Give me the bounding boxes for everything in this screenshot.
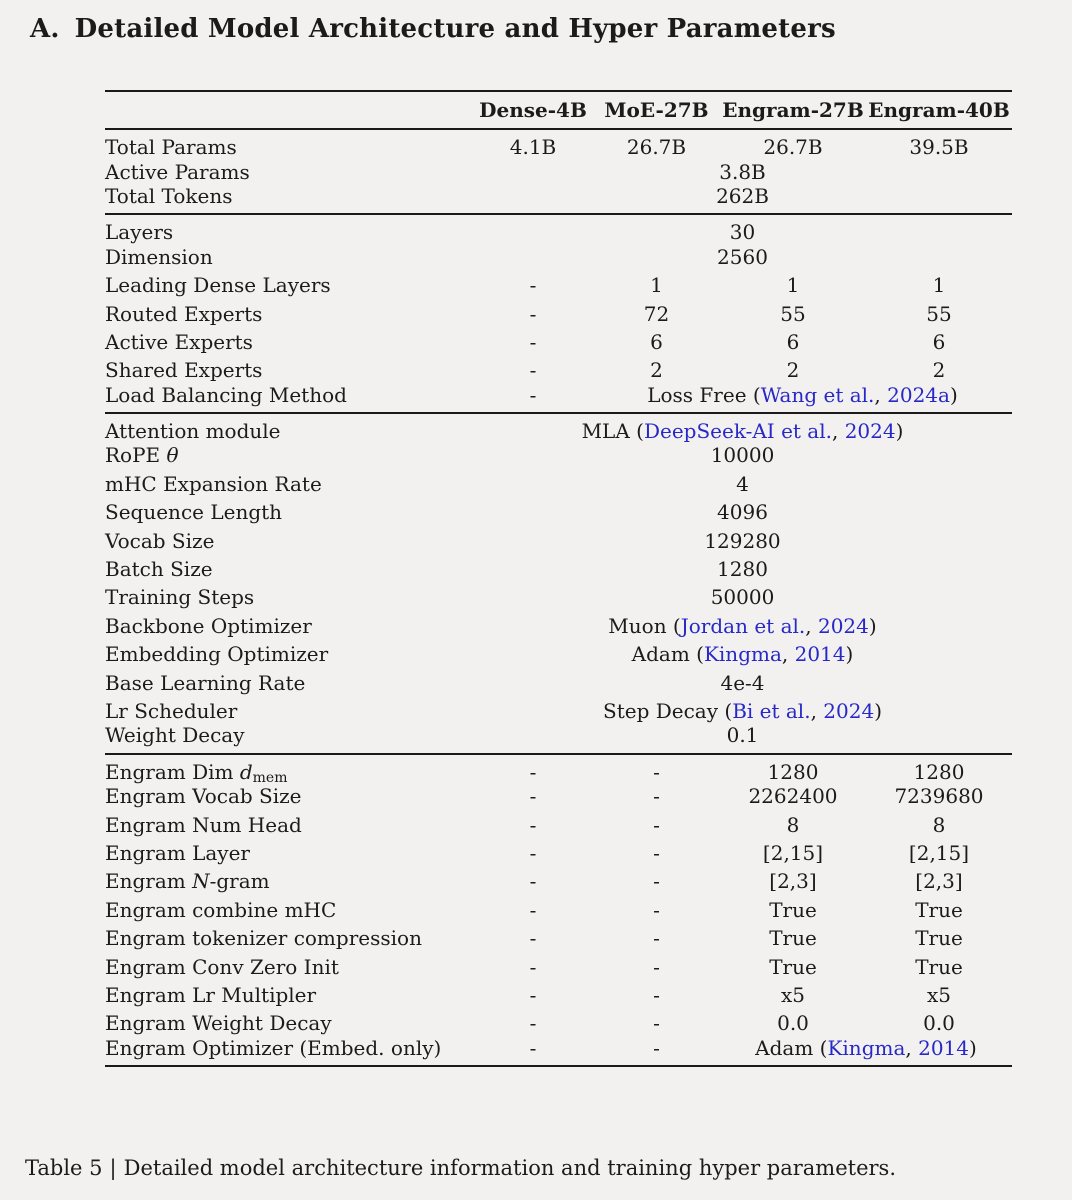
- table-row: [105, 385, 1012, 413]
- text-segment: MLA (: [581, 419, 644, 444]
- row-label: [105, 328, 473, 356]
- row-label: [105, 498, 473, 526]
- text-segment: Engram: [105, 869, 193, 894]
- cell-value: -: [529, 982, 537, 1007]
- table-row: [105, 526, 1012, 554]
- text-segment: Engram Weight Decay: [105, 1011, 332, 1036]
- table-caption-separator: |: [109, 1156, 117, 1180]
- row-label: [105, 612, 473, 640]
- row-label: [105, 725, 473, 753]
- table-row: [105, 498, 1012, 526]
- row-label: [105, 981, 473, 1009]
- cell-value: -: [653, 1035, 660, 1060]
- row-label: [105, 1035, 473, 1066]
- row-label: [105, 1009, 473, 1037]
- section-title: Detailed Model Architecture and Hyper Parameters: [74, 14, 836, 44]
- text-segment: Engram Dim: [105, 759, 240, 784]
- text-segment: Total Params: [105, 135, 237, 160]
- cell-span-value: [473, 555, 1012, 583]
- text-segment: Step Decay (: [603, 699, 733, 723]
- citation-link[interactable]: Jordan et al.: [680, 613, 806, 638]
- cell-value: 2: [786, 358, 800, 383]
- row-label: [105, 867, 473, 895]
- text-segment: 30: [729, 220, 756, 245]
- cell-value: [2,3]: [915, 869, 963, 894]
- text-segment: Shared Experts: [105, 358, 263, 383]
- section-heading: [30, 14, 836, 44]
- cell-value: 2262400: [748, 784, 838, 809]
- text-segment: Leading Dense Layers: [105, 273, 331, 298]
- cell-span-value: [473, 583, 1012, 611]
- cell-value: 8: [786, 812, 800, 837]
- text-segment: Training Steps: [105, 585, 255, 610]
- table-row: [105, 668, 1012, 696]
- text-segment: 4e-4: [720, 670, 765, 695]
- citation-link[interactable]: 2024: [823, 699, 875, 723]
- cell-value: 26.7B: [763, 135, 823, 160]
- row-label: [105, 924, 473, 952]
- row-label: [105, 271, 473, 299]
- text-segment: ): [874, 699, 882, 723]
- text-segment: Engram Optimizer (Embed. only): [105, 1035, 442, 1060]
- row-label: [105, 243, 473, 271]
- table-caption-tag: Table 5: [25, 1156, 103, 1180]
- cell-value: 4.1B: [509, 135, 557, 160]
- table-row: [105, 157, 1012, 185]
- text-segment: Engram Layer: [105, 840, 250, 865]
- text-segment: Adam (: [631, 642, 704, 667]
- cell-value: 0.0: [923, 1011, 955, 1036]
- cell-value: True: [769, 954, 817, 979]
- row-label: [105, 583, 473, 611]
- text-segment: Engram Conv Zero Init: [105, 954, 339, 979]
- cell-span-value: [473, 498, 1012, 526]
- text-segment: Active Params: [105, 159, 250, 184]
- table-header-row: [105, 91, 1012, 129]
- cell-value: 6: [786, 329, 800, 354]
- citation-link[interactable]: 2024: [844, 419, 896, 444]
- text-segment: ): [868, 613, 877, 638]
- column-header: Engram-27B: [722, 98, 864, 122]
- cell-value: -: [653, 897, 660, 922]
- text-segment: θ: [166, 443, 179, 468]
- cell-value: -: [529, 273, 537, 298]
- row-label: [105, 413, 473, 444]
- table-section: [105, 413, 1012, 754]
- text-segment: ): [969, 1035, 977, 1060]
- text-segment: Engram Vocab Size: [105, 784, 302, 809]
- text-segment: ,: [805, 613, 818, 638]
- text-segment: Active Experts: [105, 329, 253, 354]
- cell-value: 1: [650, 273, 663, 298]
- cell-value: -: [529, 897, 537, 922]
- model-architecture-table: [105, 90, 1012, 1067]
- table-row: [105, 328, 1012, 356]
- cell-value: -: [653, 982, 660, 1007]
- table-row: [105, 754, 1012, 782]
- table-row: [105, 214, 1012, 242]
- text-segment: Lr Scheduler: [105, 699, 238, 723]
- cell-value: x5: [926, 982, 951, 1007]
- table-row: [105, 470, 1012, 498]
- text-segment: Attention module: [105, 419, 281, 444]
- table-row: [105, 782, 1012, 810]
- cell-value: [2,15]: [762, 840, 824, 865]
- text-segment: Adam (: [755, 1035, 828, 1060]
- text-segment: Engram tokenizer compression: [105, 926, 422, 951]
- cell-span-value: [473, 214, 1012, 245]
- cell-value: -: [529, 358, 537, 383]
- text-segment: 0.1: [726, 723, 759, 748]
- cell-value: [2,15]: [908, 840, 970, 865]
- text-segment: ,: [831, 419, 845, 444]
- table-header: [105, 91, 1012, 129]
- row-label: [105, 697, 473, 725]
- cell-value: -: [529, 784, 537, 809]
- citation-link[interactable]: 2024: [817, 613, 869, 638]
- table-row: [105, 952, 1012, 980]
- text-segment: 1280: [717, 557, 768, 582]
- text-segment: Backbone Optimizer: [105, 613, 312, 638]
- text-segment: Vocab Size: [105, 528, 215, 553]
- cell-value: -: [529, 759, 537, 784]
- citation-link[interactable]: 2014: [794, 642, 846, 667]
- text-segment: 4: [736, 471, 749, 496]
- table-section: [105, 129, 1012, 214]
- text-segment: ,: [781, 642, 795, 667]
- cell-value: 0.0: [777, 1011, 809, 1036]
- table-row: [105, 612, 1012, 640]
- cell-value: -: [529, 301, 537, 326]
- text-segment: ,: [810, 699, 824, 723]
- table-row: [105, 583, 1012, 611]
- cell-value: x5: [780, 982, 805, 1007]
- text-segment: Total Tokens: [105, 183, 233, 208]
- citation-link[interactable]: 2014: [918, 1035, 970, 1060]
- cell-span-value: [473, 183, 1012, 214]
- citation-link[interactable]: Wang et al.: [760, 382, 875, 407]
- cell-span-value: [473, 470, 1012, 498]
- cell-value: 55: [780, 301, 806, 326]
- cell-value: 1: [932, 273, 946, 298]
- text-segment: d: [239, 759, 253, 784]
- cell-span-value: [473, 526, 1012, 554]
- table-row: [105, 867, 1012, 895]
- text-segment: Loss Free (: [647, 382, 761, 407]
- cell-span-value: [473, 413, 1012, 444]
- text-segment: -gram: [209, 869, 270, 894]
- cell-value: True: [915, 926, 963, 951]
- citation-link[interactable]: DeepSeek-AI et al.: [643, 419, 832, 444]
- cell-value: 39.5B: [909, 135, 969, 160]
- text-segment: ): [949, 382, 958, 407]
- cell-span-value: [593, 382, 1012, 413]
- text-segment: Muon (: [608, 613, 681, 638]
- table-row: [105, 299, 1012, 327]
- table-row: [105, 697, 1012, 725]
- cell-value: 6: [932, 329, 946, 354]
- text-segment: Sequence Length: [105, 500, 283, 525]
- row-label: [105, 129, 473, 160]
- row-label: [105, 157, 473, 185]
- table-row: [105, 555, 1012, 583]
- table-row: [105, 640, 1012, 668]
- table-row: [105, 186, 1012, 214]
- section-label: A.: [30, 14, 60, 44]
- text-segment: ): [895, 419, 904, 444]
- row-label: [105, 470, 473, 498]
- cell-value: 7239680: [894, 784, 984, 809]
- cell-value: -: [653, 759, 660, 784]
- citation-link[interactable]: Kingma: [703, 642, 782, 667]
- column-header: Engram-40B: [868, 98, 1010, 122]
- row-label: [105, 896, 473, 924]
- table-caption: [25, 1156, 896, 1180]
- cell-value: -: [653, 812, 660, 837]
- cell-span-value: [473, 441, 1012, 469]
- cell-value: True: [915, 954, 963, 979]
- cell-value: 1280: [913, 759, 965, 784]
- cell-span-value: [473, 612, 1012, 640]
- cell-span-value: [473, 640, 1012, 668]
- text-segment: 3.8B: [719, 159, 766, 184]
- text-segment: N: [192, 869, 210, 894]
- table-row: [105, 271, 1012, 299]
- cell-value: 1280: [767, 759, 819, 784]
- row-label: [105, 754, 473, 787]
- text-segment: Dimension: [105, 244, 213, 269]
- text-segment: 262B: [716, 183, 769, 208]
- cell-value: -: [529, 954, 537, 979]
- subscript-text: mem: [252, 770, 288, 787]
- citation-link[interactable]: Kingma: [827, 1035, 906, 1060]
- table-row: [105, 413, 1012, 441]
- text-segment: Weight Decay: [105, 723, 245, 748]
- cell-value: -: [653, 840, 660, 865]
- text-segment: 4096: [717, 500, 768, 525]
- table-row: [105, 1038, 1012, 1066]
- row-label: [105, 640, 473, 668]
- row-label: [105, 668, 473, 696]
- table-row: [105, 896, 1012, 924]
- cell-value: True: [915, 897, 963, 922]
- cell-value: 6: [650, 329, 663, 354]
- cell-value: -: [529, 840, 537, 865]
- text-segment: ,: [905, 1035, 919, 1060]
- text-segment: 129280: [704, 528, 781, 553]
- cell-span-value: [720, 1035, 1012, 1066]
- cell-value: -: [529, 329, 537, 354]
- row-label: [105, 839, 473, 867]
- text-segment: 2560: [717, 244, 768, 269]
- cell-span-value: [473, 243, 1012, 271]
- row-label: [105, 441, 473, 469]
- table-row: [105, 810, 1012, 838]
- text-segment: Batch Size: [105, 557, 213, 582]
- header-empty-cell: [105, 91, 473, 129]
- table-row: [105, 356, 1012, 384]
- cell-value: -: [529, 382, 537, 407]
- text-segment: ): [845, 642, 854, 667]
- cell-span-value: [473, 725, 1012, 753]
- table-caption-text: Detailed model architecture information and training hyper parameters.: [123, 1156, 897, 1180]
- text-segment: Embedding Optimizer: [105, 642, 329, 667]
- table-row: [105, 441, 1012, 469]
- row-label: [105, 214, 473, 245]
- text-segment: Load Balancing Method: [105, 382, 347, 407]
- column-header: Dense-4B: [479, 98, 587, 122]
- cell-value: -: [529, 1011, 537, 1036]
- row-label: [105, 526, 473, 554]
- text-segment: Engram combine mHC: [105, 897, 337, 922]
- cell-value: True: [769, 926, 817, 951]
- cell-value: 72: [643, 301, 670, 326]
- column-header: MoE-27B: [604, 98, 709, 122]
- cell-value: -: [529, 869, 537, 894]
- row-label: [105, 555, 473, 583]
- table-row: [105, 924, 1012, 952]
- cell-value: -: [653, 1011, 660, 1036]
- text-segment: Engram Lr Multipler: [105, 982, 317, 1007]
- cell-value: -: [653, 869, 660, 894]
- row-label: [105, 183, 473, 214]
- row-label: [105, 299, 473, 327]
- citation-link[interactable]: 2024a: [887, 382, 950, 407]
- text-segment: ,: [874, 382, 888, 407]
- table-section: [105, 754, 1012, 1066]
- cell-value: 8: [932, 812, 946, 837]
- cell-value: -: [653, 784, 660, 809]
- row-label: [105, 810, 473, 838]
- cell-value: 55: [926, 301, 952, 326]
- row-label: [105, 382, 473, 413]
- row-label: [105, 782, 473, 810]
- cell-value: 2: [932, 358, 946, 383]
- cell-span-value: [473, 668, 1012, 696]
- text-segment: Layers: [105, 220, 174, 245]
- table-row: [105, 981, 1012, 1009]
- text-segment: 10000: [710, 443, 775, 468]
- cell-value: 1: [786, 273, 800, 298]
- cell-value: -: [653, 926, 660, 951]
- table-row: [105, 243, 1012, 271]
- text-segment: 50000: [710, 585, 775, 610]
- cell-value: 2: [650, 358, 663, 383]
- text-segment: Base Learning Rate: [105, 670, 306, 695]
- text-segment: RoPE: [105, 443, 167, 468]
- citation-link[interactable]: Bi et al.: [732, 699, 811, 723]
- text-segment: Engram Num Head: [105, 812, 302, 837]
- cell-span-value: [473, 697, 1012, 725]
- cell-value: 26.7B: [626, 135, 687, 160]
- cell-value: -: [529, 812, 537, 837]
- row-label: [105, 356, 473, 384]
- text-segment: Routed Experts: [105, 301, 263, 326]
- cell-span-value: [473, 157, 1012, 185]
- table-row: [105, 129, 1012, 157]
- cell-value: -: [653, 954, 660, 979]
- text-segment: mHC Expansion Rate: [105, 471, 322, 496]
- cell-value: -: [529, 926, 537, 951]
- cell-value: -: [529, 1035, 537, 1060]
- cell-value: [2,3]: [769, 869, 817, 894]
- table-section: [105, 214, 1012, 413]
- table-row: [105, 839, 1012, 867]
- row-label: [105, 952, 473, 980]
- cell-value: True: [769, 897, 817, 922]
- table-row: [105, 725, 1012, 753]
- table-row: [105, 1009, 1012, 1037]
